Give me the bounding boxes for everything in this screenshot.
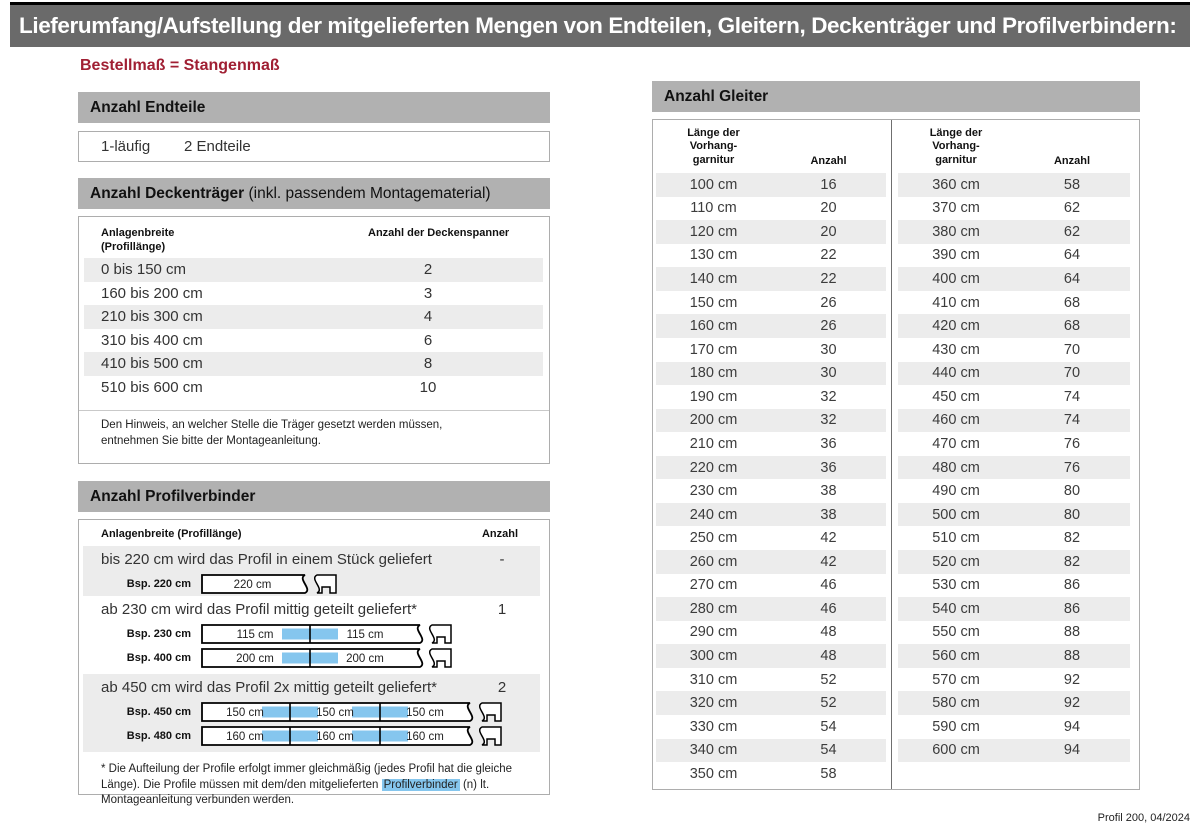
example-label: Bsp. 220 cm bbox=[126, 578, 191, 590]
length-cell: 390 cm bbox=[932, 247, 980, 264]
length-cell: 530 cm bbox=[932, 577, 980, 594]
table-row bbox=[898, 715, 1130, 739]
deckentraeger-rows bbox=[79, 258, 549, 399]
count-cell: 86 bbox=[1063, 577, 1081, 594]
length-cell: 180 cm bbox=[689, 365, 738, 382]
length-cell: 540 cm bbox=[932, 600, 980, 617]
endteile-type: 1-läufig bbox=[101, 138, 151, 155]
gleiter-rows-left bbox=[656, 173, 886, 786]
count-cell: 68 bbox=[1063, 318, 1081, 335]
count-cell: 32 bbox=[820, 412, 837, 429]
length-cell: 320 cm bbox=[689, 695, 738, 712]
table-row bbox=[656, 432, 886, 456]
count-cell: 80 bbox=[1063, 506, 1081, 523]
count-cell: - bbox=[499, 550, 505, 568]
section-rule-row bbox=[83, 596, 540, 622]
table-row bbox=[656, 314, 886, 338]
gleiter-header-row bbox=[898, 120, 1130, 173]
count-cell: 4 bbox=[423, 308, 433, 326]
rule-text: bis 220 cm wird das Profil in einem Stück geliefert bbox=[101, 550, 432, 568]
table-row bbox=[656, 291, 886, 315]
svg-text:160 cm: 160 cm bbox=[406, 731, 444, 743]
table-row bbox=[898, 244, 1130, 268]
count-cell: 26 bbox=[820, 318, 837, 335]
length-cell: 140 cm bbox=[689, 271, 738, 288]
length-cell: 450 cm bbox=[932, 388, 980, 405]
table-row bbox=[656, 550, 886, 574]
length-cell: 220 cm bbox=[689, 459, 738, 476]
svg-text:150 cm: 150 cm bbox=[316, 707, 354, 719]
table-row bbox=[898, 668, 1130, 692]
example-row bbox=[83, 572, 540, 596]
svg-text:160 cm: 160 cm bbox=[226, 731, 264, 743]
table-row bbox=[656, 668, 886, 692]
count-cell: 22 bbox=[820, 247, 837, 264]
profile-diagram bbox=[200, 701, 504, 723]
table-row bbox=[656, 526, 886, 550]
count-cell: 10 bbox=[419, 378, 437, 396]
rule-text: ab 450 cm wird das Profil 2x mittig geteilt geliefert* bbox=[101, 678, 437, 696]
length-cell: 600 cm bbox=[932, 742, 980, 759]
section-rule-row bbox=[83, 674, 540, 700]
count-cell: 76 bbox=[1063, 435, 1081, 452]
length-cell: 350 cm bbox=[689, 765, 738, 782]
endteile-count: 2 Endteile bbox=[184, 138, 251, 155]
length-cell: 170 cm bbox=[689, 341, 738, 358]
table-row bbox=[656, 409, 886, 433]
length-cell: 410 cm bbox=[932, 294, 980, 311]
length-cell: 550 cm bbox=[932, 624, 980, 641]
count-cell: 42 bbox=[820, 553, 837, 570]
count-cell: 42 bbox=[820, 530, 837, 547]
count-cell: 2 bbox=[497, 678, 507, 696]
table-row bbox=[898, 432, 1130, 456]
count-cell: 54 bbox=[820, 742, 837, 759]
length-cell: 340 cm bbox=[689, 742, 738, 759]
table-row bbox=[898, 503, 1130, 527]
count-cell: 58 bbox=[820, 765, 837, 782]
deckentraeger-note: Den Hinweis, an welcher Stelle die Träger gesetzt werden müssen, entnehmen Sie bitte der Montageanleitung. bbox=[79, 410, 549, 449]
table-row bbox=[656, 244, 886, 268]
count-cell: 36 bbox=[820, 459, 837, 476]
count-cell: 38 bbox=[820, 483, 837, 500]
page-title: Lieferumfang/Aufstellung der mitgelieferten Mengen von Endteilen, Gleitern, Deckenträger und Profilverbindern: bbox=[10, 2, 1190, 47]
count-cell: 92 bbox=[1063, 695, 1081, 712]
length-cell: 470 cm bbox=[932, 435, 980, 452]
profilverbinder-header-row bbox=[79, 520, 549, 546]
highlighted-term: Profilverbinder bbox=[383, 778, 458, 791]
count-cell: 48 bbox=[820, 648, 837, 665]
column-header-deckenspanner: Anzahl der Deckenspanner bbox=[368, 227, 510, 239]
svg-text:150 cm: 150 cm bbox=[406, 707, 444, 719]
column-header-laenge: Länge der Vorhang- garnitur bbox=[929, 126, 983, 166]
table-row bbox=[656, 173, 886, 197]
svg-text:115 cm: 115 cm bbox=[346, 629, 384, 641]
count-cell: 74 bbox=[1063, 412, 1081, 429]
count-cell: 3 bbox=[423, 284, 433, 302]
profile-diagram bbox=[200, 573, 339, 595]
range-cell: 210 bis 300 cm bbox=[101, 308, 203, 326]
count-cell: 82 bbox=[1063, 530, 1081, 547]
count-cell: 86 bbox=[1063, 600, 1081, 617]
table-row bbox=[656, 715, 886, 739]
profile-diagram bbox=[200, 725, 504, 747]
count-cell: 20 bbox=[820, 223, 837, 240]
table-row bbox=[898, 691, 1130, 715]
table-row bbox=[656, 385, 886, 409]
count-cell: 54 bbox=[820, 718, 837, 735]
table-row bbox=[898, 739, 1130, 763]
order-size-note: Bestellmaß = Stangenmaß bbox=[80, 57, 280, 74]
svg-text:160 cm: 160 cm bbox=[316, 731, 354, 743]
table-row bbox=[656, 456, 886, 480]
length-cell: 230 cm bbox=[689, 483, 738, 500]
table-row bbox=[898, 644, 1130, 668]
gleiter-header-row bbox=[656, 120, 886, 173]
length-cell: 380 cm bbox=[932, 223, 980, 240]
table-row bbox=[656, 621, 886, 645]
length-cell: 430 cm bbox=[932, 341, 980, 358]
table-row bbox=[898, 526, 1130, 550]
table-row bbox=[84, 352, 543, 376]
count-cell: 46 bbox=[820, 577, 837, 594]
length-cell: 580 cm bbox=[932, 695, 980, 712]
length-cell: 420 cm bbox=[932, 318, 980, 335]
example-label: Bsp. 400 cm bbox=[126, 652, 191, 664]
gleiter-table-right bbox=[898, 120, 1130, 762]
example-label: Bsp. 230 cm bbox=[126, 628, 191, 640]
svg-text:220 cm: 220 cm bbox=[233, 579, 272, 591]
length-cell: 290 cm bbox=[689, 624, 738, 641]
column-header-anlagenbreite: Anlagenbreite (Profillänge) bbox=[101, 227, 175, 253]
length-cell: 440 cm bbox=[932, 365, 980, 382]
deckentraeger-subtitle: (inkl. passendem Montagematerial) bbox=[244, 185, 491, 202]
length-cell: 480 cm bbox=[932, 459, 980, 476]
length-cell: 130 cm bbox=[689, 247, 738, 264]
length-cell: 250 cm bbox=[689, 530, 738, 547]
length-cell: 570 cm bbox=[932, 671, 980, 688]
table-row bbox=[898, 574, 1130, 598]
length-cell: 300 cm bbox=[689, 648, 738, 665]
count-cell: 46 bbox=[820, 600, 837, 617]
example-row bbox=[83, 646, 540, 670]
section-header-endteile: Anzahl Endteile bbox=[78, 92, 550, 123]
count-cell: 92 bbox=[1063, 671, 1081, 688]
length-cell: 330 cm bbox=[689, 718, 738, 735]
column-header-laenge: Länge der Vorhang- garnitur bbox=[687, 126, 740, 166]
table-row bbox=[656, 197, 886, 221]
count-cell: 94 bbox=[1063, 742, 1081, 759]
table-row bbox=[898, 197, 1130, 221]
profilverbinder-footnote: * Die Aufteilung der Profile erfolgt immer gleichmäßig (jedes Profil hat die gleiche Länge). Die Profile müssen mit dem/den mitgelieferten Profilverbinder (n) lt. Montageanleitung verbunden werden. bbox=[101, 763, 513, 806]
count-cell: 48 bbox=[820, 624, 837, 641]
table-row bbox=[898, 173, 1130, 197]
deckentraeger-title: Anzahl Deckenträger bbox=[90, 185, 245, 202]
length-cell: 110 cm bbox=[690, 200, 737, 217]
column-header-anzahl: Anzahl bbox=[810, 155, 847, 167]
document-footer: Profil 200, 04/2024 bbox=[1097, 812, 1190, 824]
count-cell: 58 bbox=[1063, 176, 1081, 193]
table-row bbox=[656, 362, 886, 386]
length-cell: 120 cm bbox=[689, 223, 738, 240]
column-header-anzahl: Anzahl bbox=[1053, 155, 1091, 167]
table-divider bbox=[891, 120, 892, 789]
table-row bbox=[84, 329, 543, 353]
count-cell: 26 bbox=[820, 294, 837, 311]
count-cell: 64 bbox=[1063, 247, 1081, 264]
table-row bbox=[84, 258, 543, 282]
count-cell: 1 bbox=[497, 600, 507, 618]
table-row bbox=[656, 762, 886, 786]
table-row bbox=[898, 362, 1130, 386]
count-cell: 6 bbox=[423, 331, 433, 349]
count-cell: 30 bbox=[820, 365, 837, 382]
count-cell: 94 bbox=[1063, 718, 1081, 735]
range-cell: 510 bis 600 cm bbox=[101, 378, 203, 396]
count-cell: 68 bbox=[1063, 294, 1081, 311]
table-row bbox=[898, 621, 1130, 645]
count-cell: 8 bbox=[423, 355, 433, 373]
deckentraeger-table bbox=[78, 216, 550, 464]
count-cell: 52 bbox=[820, 695, 837, 712]
table-row bbox=[898, 409, 1130, 433]
gleiter-table-left bbox=[656, 120, 886, 786]
table-row bbox=[656, 267, 886, 291]
count-cell: 64 bbox=[1063, 271, 1081, 288]
table-row bbox=[898, 597, 1130, 621]
profile-diagram bbox=[200, 647, 454, 669]
count-cell: 52 bbox=[820, 671, 837, 688]
profilverbinder-sections bbox=[79, 546, 549, 752]
profilverbinder-table bbox=[78, 519, 550, 806]
count-cell: 62 bbox=[1063, 223, 1081, 240]
count-cell: 88 bbox=[1063, 624, 1081, 641]
table-row bbox=[898, 385, 1130, 409]
length-cell: 150 cm bbox=[689, 294, 738, 311]
length-cell: 190 cm bbox=[689, 388, 738, 405]
count-cell: 36 bbox=[820, 435, 837, 452]
table-row bbox=[898, 550, 1130, 574]
table-row bbox=[898, 479, 1130, 503]
length-cell: 200 cm bbox=[689, 412, 738, 429]
table-row bbox=[656, 644, 886, 668]
rule-text: ab 230 cm wird das Profil mittig geteilt geliefert* bbox=[101, 600, 417, 618]
count-cell: 70 bbox=[1063, 341, 1081, 358]
gleiter-table bbox=[652, 119, 1140, 790]
section-header-profilverbinder: Anzahl Profilverbinder bbox=[78, 481, 550, 512]
table-row bbox=[898, 267, 1130, 291]
table-row bbox=[656, 220, 886, 244]
table-row bbox=[656, 739, 886, 763]
length-cell: 260 cm bbox=[689, 553, 738, 570]
count-cell: 30 bbox=[820, 341, 837, 358]
range-cell: 310 bis 400 cm bbox=[101, 331, 203, 349]
table-row bbox=[656, 691, 886, 715]
length-cell: 370 cm bbox=[932, 200, 980, 217]
profilverbinder-section bbox=[83, 546, 540, 596]
length-cell: 210 cm bbox=[689, 435, 738, 452]
length-cell: 400 cm bbox=[932, 271, 980, 288]
example-row bbox=[83, 724, 540, 748]
range-cell: 160 bis 200 cm bbox=[101, 284, 203, 302]
example-row bbox=[83, 700, 540, 724]
length-cell: 160 cm bbox=[689, 318, 738, 335]
length-cell: 560 cm bbox=[932, 648, 980, 665]
table-row bbox=[84, 282, 543, 306]
table-row bbox=[656, 479, 886, 503]
count-cell: 22 bbox=[820, 271, 837, 288]
length-cell: 590 cm bbox=[932, 718, 980, 735]
svg-text:200 cm: 200 cm bbox=[346, 653, 384, 665]
length-cell: 240 cm bbox=[689, 506, 738, 523]
length-cell: 360 cm bbox=[932, 176, 980, 193]
example-label: Bsp. 450 cm bbox=[126, 706, 191, 718]
table-row bbox=[898, 338, 1130, 362]
count-cell: 16 bbox=[820, 176, 837, 193]
count-cell: 74 bbox=[1063, 388, 1081, 405]
section-header-deckentraeger bbox=[78, 178, 550, 209]
count-cell: 2 bbox=[423, 261, 433, 279]
length-cell: 280 cm bbox=[689, 600, 738, 617]
length-cell: 490 cm bbox=[932, 483, 980, 500]
column-header-anzahl: Anzahl bbox=[481, 528, 519, 540]
profile-diagram bbox=[200, 623, 454, 645]
range-cell: 0 bis 150 cm bbox=[101, 261, 187, 279]
count-cell: 62 bbox=[1063, 200, 1081, 217]
endteile-row bbox=[78, 131, 550, 162]
profilverbinder-section bbox=[83, 596, 540, 674]
table-row bbox=[898, 314, 1130, 338]
section-header-gleiter: Anzahl Gleiter bbox=[652, 81, 1140, 112]
table-row bbox=[898, 220, 1130, 244]
section-rule-row bbox=[83, 546, 540, 572]
gleiter-rows-right bbox=[898, 173, 1130, 762]
length-cell: 310 cm bbox=[689, 671, 738, 688]
table-row bbox=[656, 338, 886, 362]
table-row bbox=[656, 503, 886, 527]
example-row bbox=[83, 622, 540, 646]
column-header-anlagenbreite: Anlagenbreite (Profillänge) bbox=[101, 528, 242, 540]
table-row bbox=[898, 456, 1130, 480]
svg-text:150 cm: 150 cm bbox=[226, 707, 264, 719]
example-label: Bsp. 480 cm bbox=[126, 730, 191, 742]
length-cell: 460 cm bbox=[932, 412, 980, 429]
length-cell: 500 cm bbox=[932, 506, 980, 523]
table-row bbox=[84, 376, 543, 400]
length-cell: 520 cm bbox=[932, 553, 980, 570]
count-cell: 32 bbox=[820, 388, 837, 405]
table-row bbox=[656, 597, 886, 621]
count-cell: 70 bbox=[1063, 365, 1081, 382]
length-cell: 100 cm bbox=[689, 176, 738, 193]
table-row bbox=[84, 305, 543, 329]
count-cell: 82 bbox=[1063, 553, 1081, 570]
count-cell: 20 bbox=[820, 200, 837, 217]
count-cell: 38 bbox=[820, 506, 837, 523]
count-cell: 80 bbox=[1063, 483, 1081, 500]
range-cell: 410 bis 500 cm bbox=[101, 355, 203, 373]
length-cell: 510 cm bbox=[932, 530, 980, 547]
svg-text:115 cm: 115 cm bbox=[236, 629, 274, 641]
length-cell: 270 cm bbox=[689, 577, 738, 594]
count-cell: 76 bbox=[1063, 459, 1081, 476]
profilverbinder-section bbox=[83, 674, 540, 752]
table-row bbox=[898, 291, 1130, 315]
svg-text:200 cm: 200 cm bbox=[236, 653, 274, 665]
table-row bbox=[656, 574, 886, 598]
count-cell: 88 bbox=[1063, 648, 1081, 665]
